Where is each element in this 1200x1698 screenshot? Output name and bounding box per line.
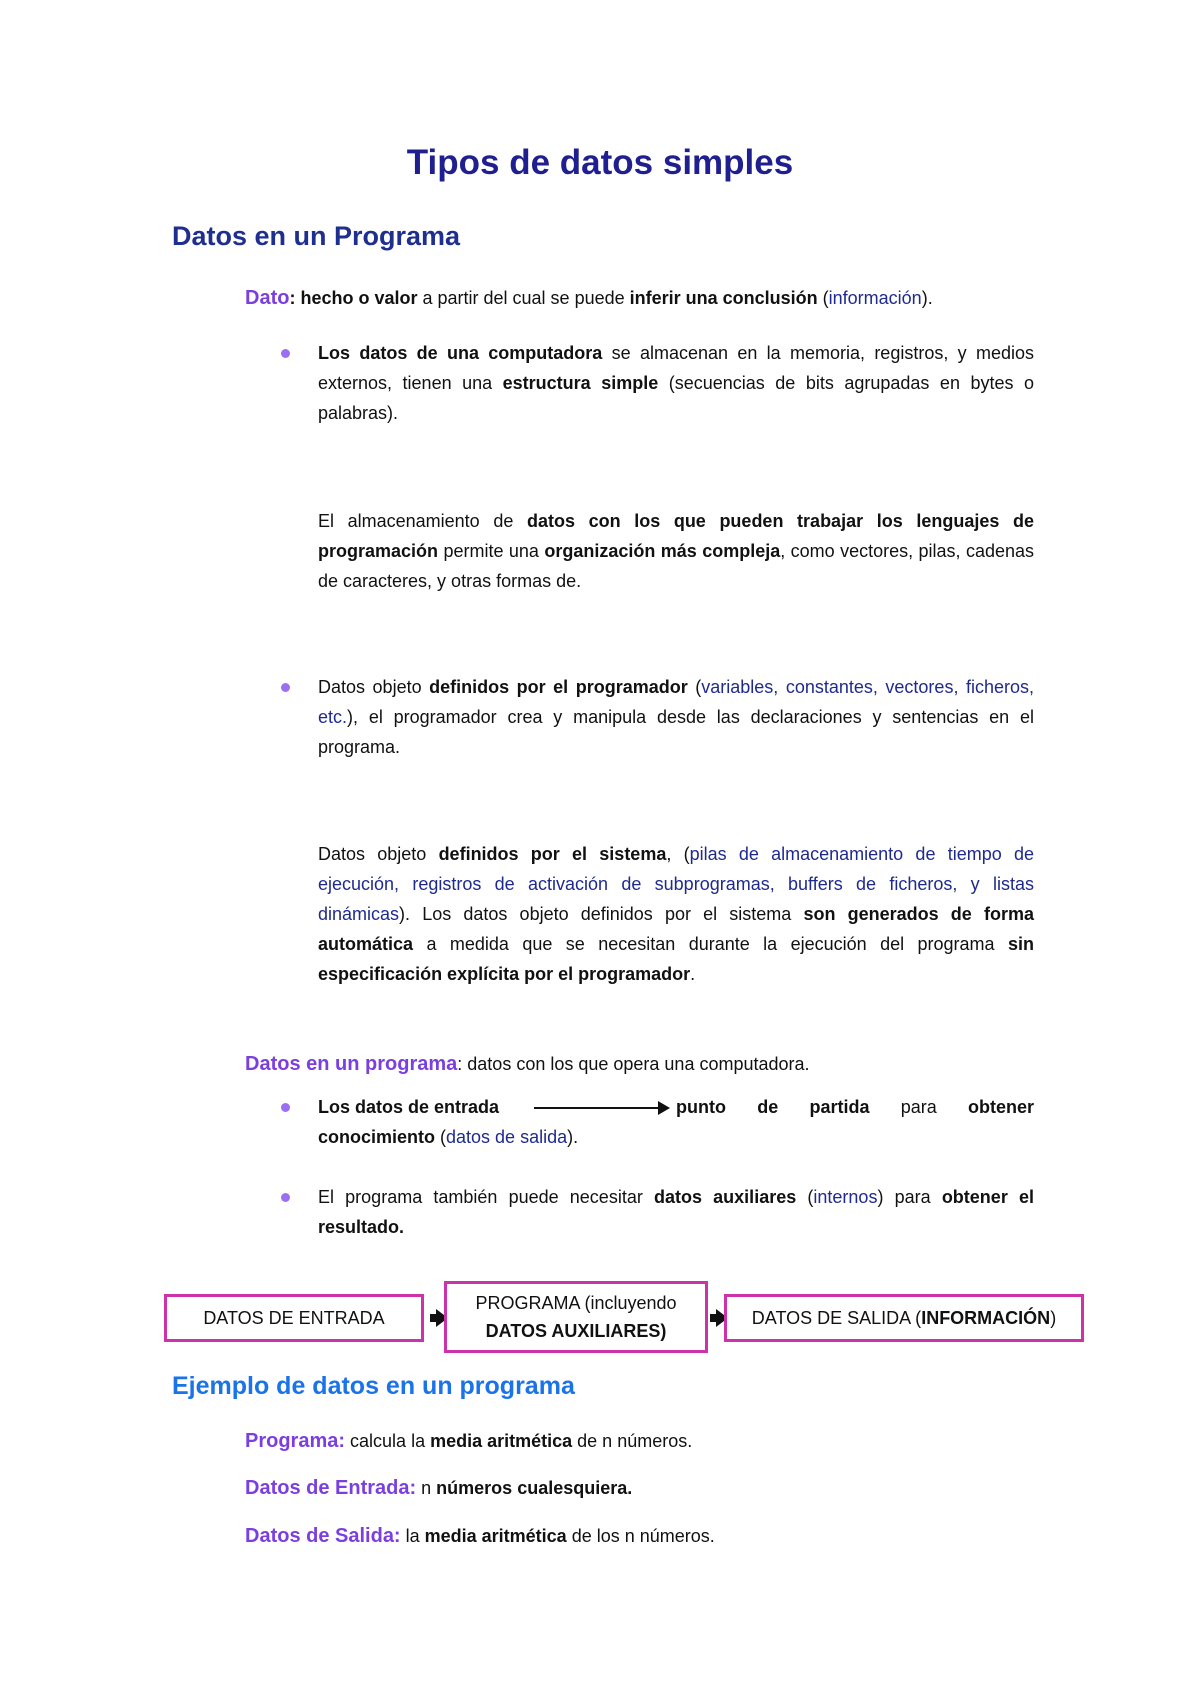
example-datos-salida: Datos de Salida: la media aritmética de los n números. xyxy=(245,1525,715,1547)
arrow-line xyxy=(534,1107,660,1109)
page-title: Tipos de datos simples xyxy=(406,143,794,182)
definition-datos-programa: Datos en un programa: datos con los que opera una computadora. xyxy=(245,1053,810,1075)
box-datos-salida: DATOS DE SALIDA (INFORMACIÓN) xyxy=(724,1294,1084,1342)
example-programa: Programa: calcula la media aritmética de n números. xyxy=(245,1430,693,1452)
section-heading-datos-programa: Datos en un Programa xyxy=(172,221,461,251)
definition-dato: Dato: hecho o valor a partir del cual se puede inferir una conclusión (información). xyxy=(245,287,933,309)
arrow-right-icon xyxy=(658,1101,670,1115)
list-item-datos-programador: Datos objeto definidos por el programador (variables, constantes, vectores, ficheros, etc.), el programador crea y manipula desde las declaraciones y sentencias en el programa. xyxy=(318,677,1034,757)
list-item-datos-entrada-cont: conocimiento (datos de salida). xyxy=(318,1127,579,1147)
bullet-dot xyxy=(281,349,290,358)
bullet-dot xyxy=(281,683,290,692)
box-programa: PROGRAMA (incluyendo DATOS AUXILIARES) xyxy=(444,1281,708,1353)
list-item-datos-computadora: Los datos de una computadora se almacenan en la memoria, registros, y medios externos, tienen una estructura simple (secuencias de bits agrupadas en bytes o palabras). xyxy=(318,343,1035,423)
section-heading-ejemplo: Ejemplo de datos en un programa xyxy=(172,1372,575,1400)
term-datos-programa: Datos en un programa xyxy=(245,1053,458,1075)
bullet-dot xyxy=(281,1193,290,1202)
paragraph-datos-sistema: Datos objeto definidos por el sistema, (pilas de almacenamiento de tiempo de ejecución, registros de activación de subprogramas, buffers de ficheros, y listas dinámicas). Los datos objeto definidos por el sistema son generados de forma automática a medida que se necesitan durante la ejecución del programa sin especificación explícita por el programador. xyxy=(318,844,1034,984)
box-datos-entrada: DATOS DE ENTRADA xyxy=(164,1294,424,1342)
term-dato: Dato xyxy=(245,287,290,309)
list-item-datos-entrada: Los datos de entrada punto de partida para obtener xyxy=(318,1097,1034,1117)
example-datos-entrada: Datos de Entrada: n números cualesquiera. xyxy=(245,1477,633,1499)
bullet-dot xyxy=(281,1103,290,1112)
paragraph-almacenamiento: El almacenamiento de datos con los que pueden trabajar los lenguajes de programación permite una organización más compleja, como vectores, pilas, cadenas de caracteres, y otras formas de. xyxy=(318,511,1035,591)
list-item-datos-auxiliares: El programa también puede necesitar datos auxiliares (internos) para obtener el resultado. xyxy=(318,1187,1034,1237)
